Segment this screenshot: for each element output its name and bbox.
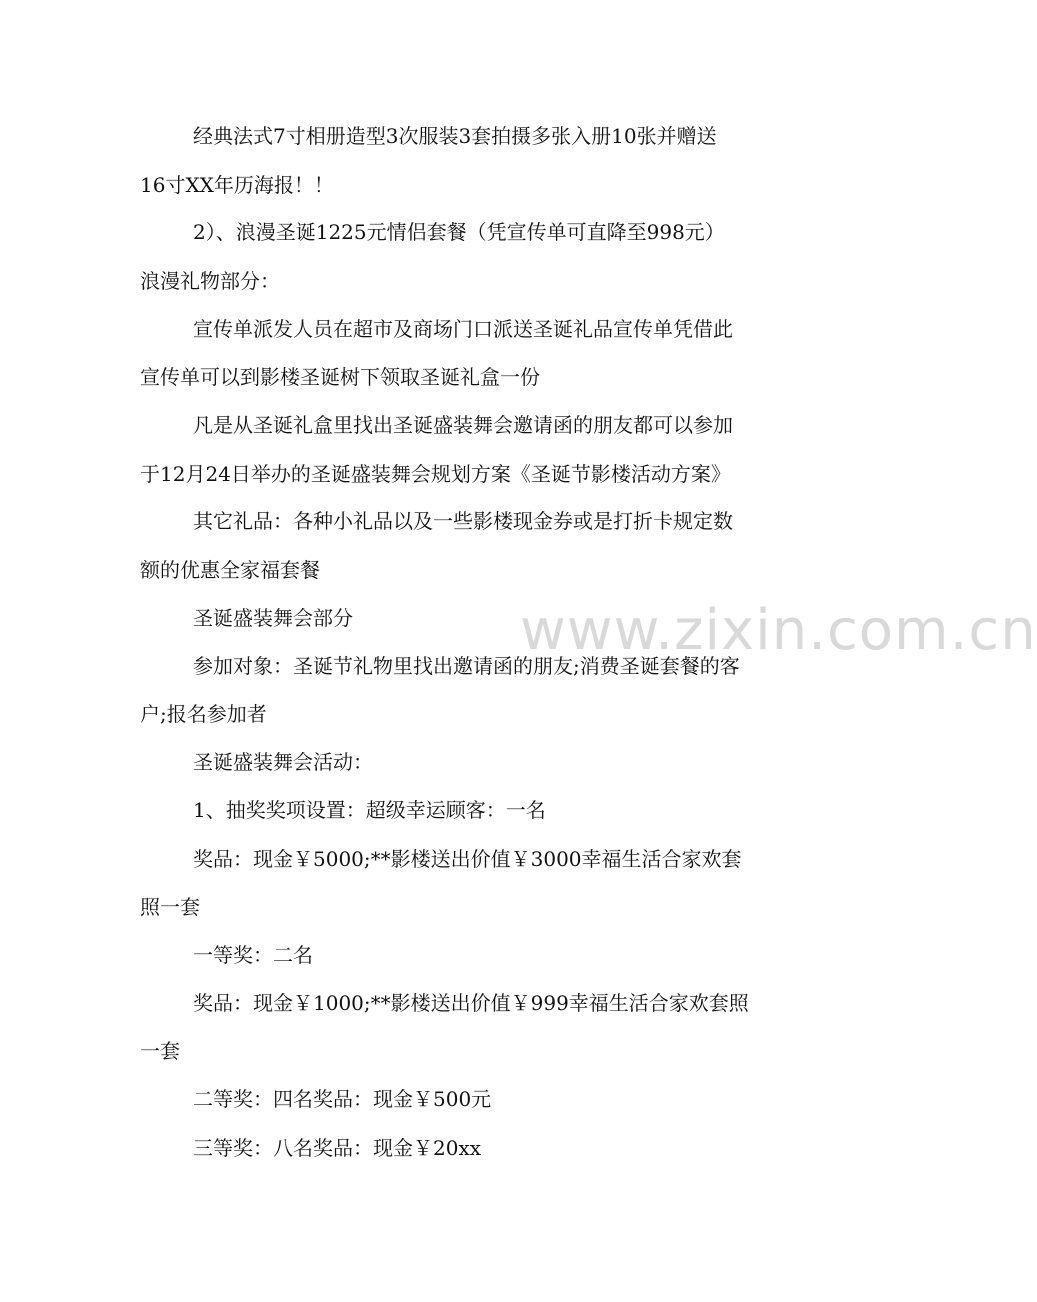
paragraph-line: 奖品：现金￥5000;**影楼送出价值￥3000幸福生活合家欢套 xyxy=(193,847,742,871)
paragraph-line: 宣传单派发人员在超市及商场门口派送圣诞礼品宣传单凭借此 xyxy=(193,317,733,341)
paragraph-line: 2）、浪漫圣诞1225元情侣套餐（凭宣传单可直降至998元） xyxy=(193,220,725,244)
paragraph-line: 宣传单可以到影楼圣诞树下领取圣诞礼盒一份 xyxy=(140,365,540,389)
paragraph-line: 圣诞盛装舞会活动： xyxy=(193,750,373,774)
paragraph-line: 16寸XX年历海报！！ xyxy=(140,173,334,197)
paragraph-line: 奖品：现金￥1000;**影楼送出价值￥999幸福生活合家欢套照 xyxy=(193,991,749,1015)
paragraph-line: 1、抽奖奖项设置：超级幸运顾客：一名 xyxy=(193,798,546,822)
paragraph-line: 一等奖：二名 xyxy=(193,943,313,967)
paragraph-line: 照一套 xyxy=(140,895,200,919)
paragraph-line: 于12月24日举办的圣诞盛装舞会规划方案《圣诞节影楼活动方案》 xyxy=(140,462,731,486)
watermark: www.zixin.com.cn xyxy=(520,598,1037,663)
paragraph-line: 三等奖：八名奖品：现金￥20xx xyxy=(193,1136,482,1160)
paragraph-line: 二等奖：四名奖品：现金￥500元 xyxy=(193,1087,492,1111)
paragraph-line: 其它礼品：各种小礼品以及一些影楼现金券或是打折卡规定数 xyxy=(193,509,733,533)
paragraph-line: 凡是从圣诞礼盒里找出圣诞盛装舞会邀请函的朋友都可以参加 xyxy=(193,413,733,437)
paragraph-line: 经典法式7寸相册造型3次服装3套拍摄多张入册10张并赠送 xyxy=(193,124,717,148)
paragraph-line: 额的优惠全家福套餐 xyxy=(140,558,320,582)
paragraph-line: 一套 xyxy=(140,1039,180,1063)
paragraph-line: 户;报名参加者 xyxy=(140,702,267,726)
paragraph-line: 浪漫礼物部分： xyxy=(140,269,280,293)
paragraph-line: 圣诞盛装舞会部分 xyxy=(193,606,353,630)
paragraph-line: 参加对象：圣诞节礼物里找出邀请函的朋友;消费圣诞套餐的客 xyxy=(193,654,740,678)
